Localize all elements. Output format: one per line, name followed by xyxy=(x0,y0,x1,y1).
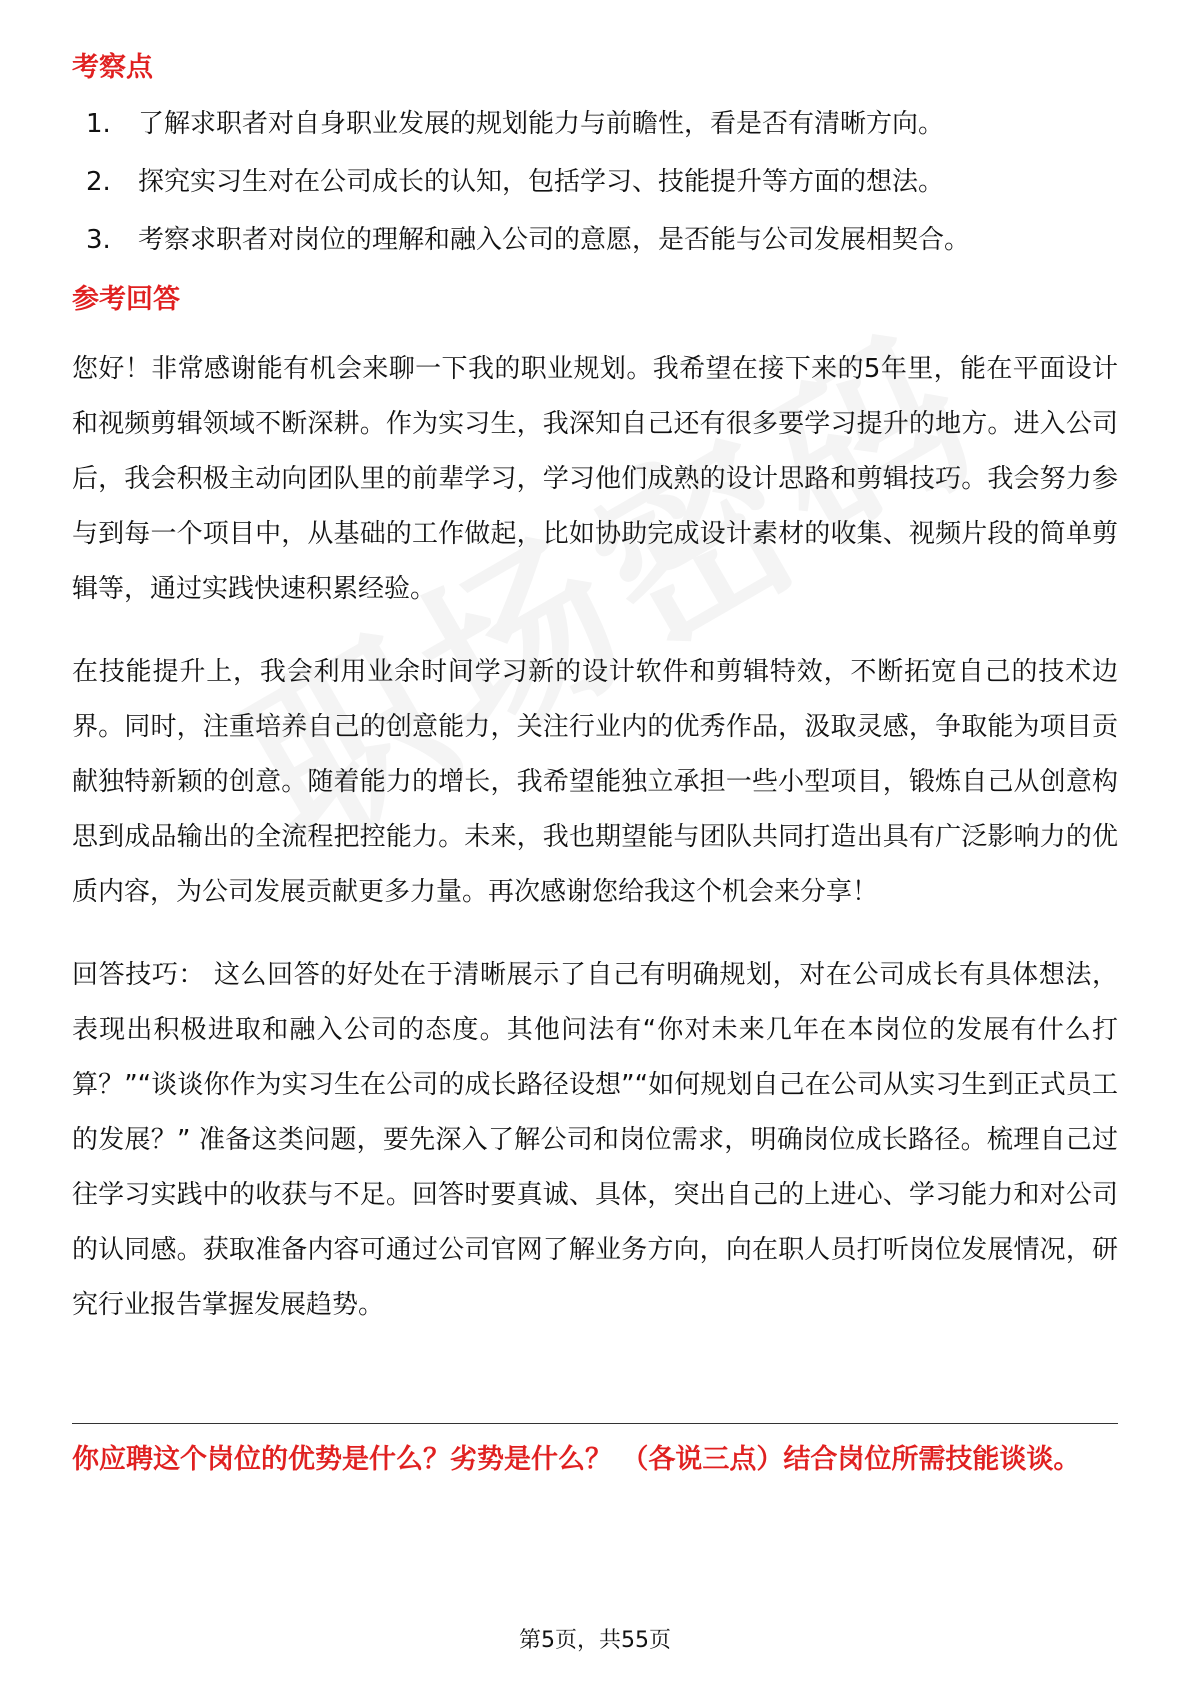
examination-points-list xyxy=(72,104,1118,260)
list-item xyxy=(72,220,1118,260)
section-title-reference-answer: 参考回答 xyxy=(72,284,180,315)
list-item-number: 1. xyxy=(86,109,111,139)
list-item-text: 了解求职者对自身职业发展的规划能力与前瞻性，看是否有清晰方向。 xyxy=(138,109,945,139)
list-item-number: 2. xyxy=(86,167,111,197)
list-item xyxy=(72,162,1118,202)
list-item-text: 考察求职者对岗位的理解和融入公司的意愿，是否能与公司发展相契合。 xyxy=(138,225,971,255)
next-question-heading: 你应聘这个岗位的优势是什么？劣势是什么？ （各说三点）结合岗位所需技能谈谈。 xyxy=(72,1444,1081,1475)
list-item xyxy=(72,104,1118,144)
page-number-footer: 第5页，共55页 xyxy=(519,1628,671,1653)
list-item-number: 3. xyxy=(86,225,111,255)
answer-tips-paragraph: 回答技巧： 这么回答的好处在于清晰展示了自己有明确规划，对在公司成长有具体想法，表现出积极进取和融入公司的态度。其他问法有“你对未来几年在本岗位的发展有什么打算？”“谈谈你作为实习生在公司的成长路径设想”“如何规划自己在公司从实习生到正式员工的发展？” 准备这类问题，要先深入了解公司和岗位需求，明确岗位成长路径。梳理自己过往学习实践中的收获与不足。回答时要真诚、具体，突出自己的上进心、学习能力和对公司的认同感。获取准备内容可通过公司官网了解业务方向，向在职人员打听岗位发展情况，研究行业报告掌握发展趋势。 xyxy=(72,960,1118,1320)
list-item-text: 探究实习生对在公司成长的认知，包括学习、技能提升等方面的想法。 xyxy=(138,167,945,197)
section-divider xyxy=(72,1423,1118,1424)
answer-paragraph-1: 您好！非常感谢能有机会来聊一下我的职业规划。我希望在接下来的5年里，能在平面设计和视频剪辑领域不断深耕。作为实习生，我深知自己还有很多要学习提升的地方。进入公司后，我会积极主动向团队里的前辈学习，学习他们成熟的设计思路和剪辑技巧。我会努力参与到每一个项目中，从基础的工作做起，比如协助完成设计素材的收集、视频片段的简单剪辑等，通过实践快速积累经验。 xyxy=(72,354,1118,604)
section-title-examination-points: 考察点 xyxy=(72,52,153,83)
answer-paragraph-2: 在技能提升上，我会利用业余时间学习新的设计软件和剪辑特效，不断拓宽自己的技术边界。同时，注重培养自己的创意能力，关注行业内的优秀作品，汲取灵感，争取能为项目贡献独特新颖的创意。随着能力的增长，我希望能独立承担一些小型项目，锻炼自己从创意构思到成品输出的全流程把控能力。未来，我也期望能与团队共同打造出具有广泛影响力的优质内容，为公司发展贡献更多力量。再次感谢您给我这个机会来分享！ xyxy=(72,657,1118,907)
page-content xyxy=(72,48,1118,1333)
